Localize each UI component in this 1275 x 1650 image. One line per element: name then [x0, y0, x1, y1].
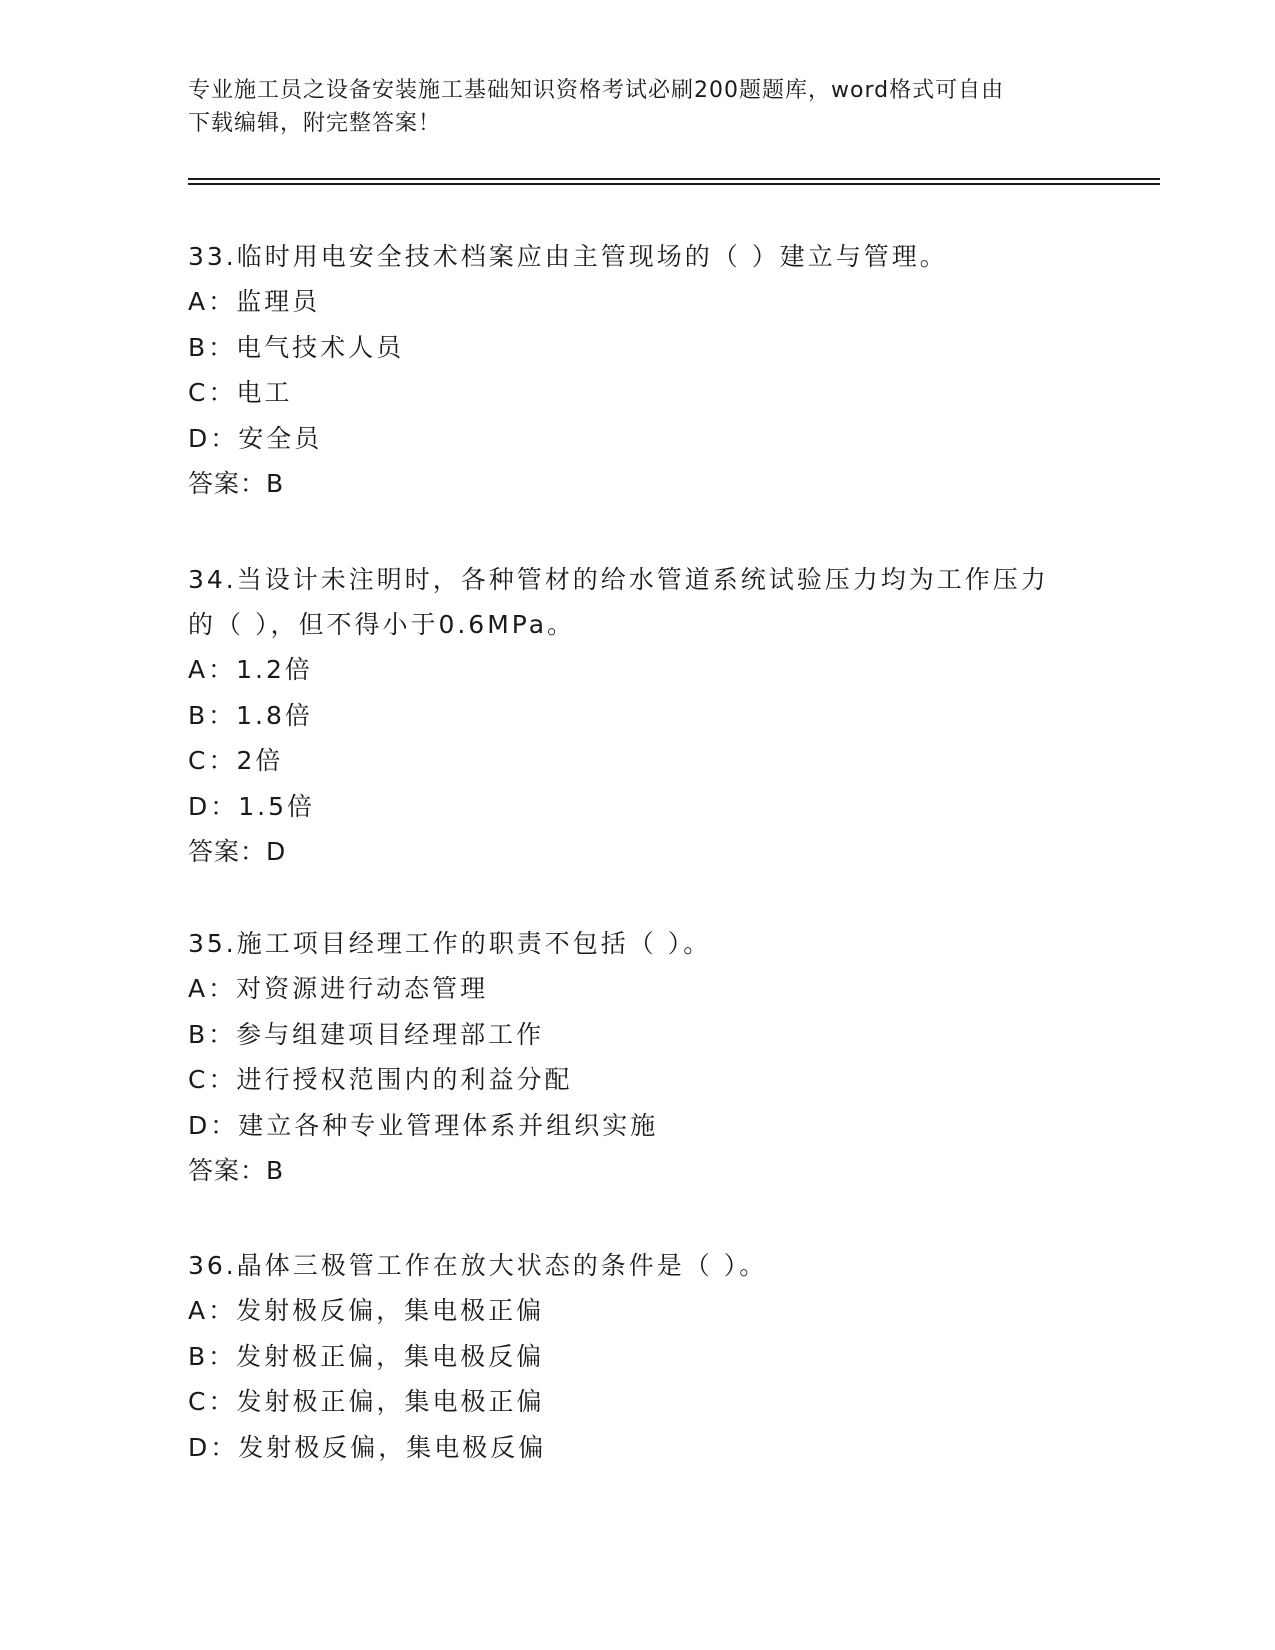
option-d: D：1.5倍 [188, 791, 316, 821]
option-b: B：参与组建项目经理部工作 [188, 1019, 545, 1049]
question-35 [188, 921, 1088, 1194]
answer: 答案：B [188, 1156, 285, 1185]
question-text-line-2: 的（ ），但不得小于0.6MPa。 [188, 610, 576, 639]
header-divider-top [188, 178, 1160, 180]
answer: 答案：D [188, 837, 287, 866]
option-d: D：建立各种专业管理体系并组织实施 [188, 1110, 659, 1140]
option-b: B：发射极正偏，集电极反偏 [188, 1341, 545, 1371]
option-d: D：安全员 [188, 423, 323, 453]
option-a: A：监理员 [188, 287, 321, 316]
document-header [188, 74, 1088, 140]
question-text-line-1: 34.当设计未注明时，各种管材的给水管道系统试验压力均为工作压力 [188, 565, 1049, 594]
option-d: D：发射极反偏，集电极反偏 [188, 1432, 547, 1462]
header-divider-bottom [188, 183, 1160, 185]
option-c: C：发射极正偏，集电极正偏 [188, 1387, 545, 1416]
question-text: 35.施工项目经理工作的职责不包括（ ）。 [188, 929, 712, 958]
option-b: B：电气技术人员 [188, 332, 405, 362]
header-line-2: 下载编辑，附完整答案！ [188, 111, 442, 136]
option-c: C：电工 [188, 378, 293, 407]
question-text: 36.晶体三极管工作在放大状态的条件是（ ）。 [188, 1251, 768, 1280]
option-b: B：1.8倍 [188, 700, 313, 730]
header-line-1: 专业施工员之设备安装施工基础知识资格考试必刷200题题库，word格式可自由 [188, 78, 1005, 103]
option-c: C：2倍 [188, 746, 284, 775]
question-33 [188, 234, 1088, 507]
option-c: C：进行授权范围内的利益分配 [188, 1065, 573, 1094]
option-a: A：发射极反偏，集电极正偏 [188, 1296, 545, 1325]
option-a: A：1.2倍 [188, 655, 313, 684]
answer: 答案：B [188, 469, 285, 498]
question-text: 33.临时用电安全技术档案应由主管现场的（ ）建立与管理。 [188, 242, 948, 271]
option-a: A：对资源进行动态管理 [188, 974, 489, 1003]
question-36 [188, 1243, 1088, 1470]
question-34 [188, 557, 1088, 875]
